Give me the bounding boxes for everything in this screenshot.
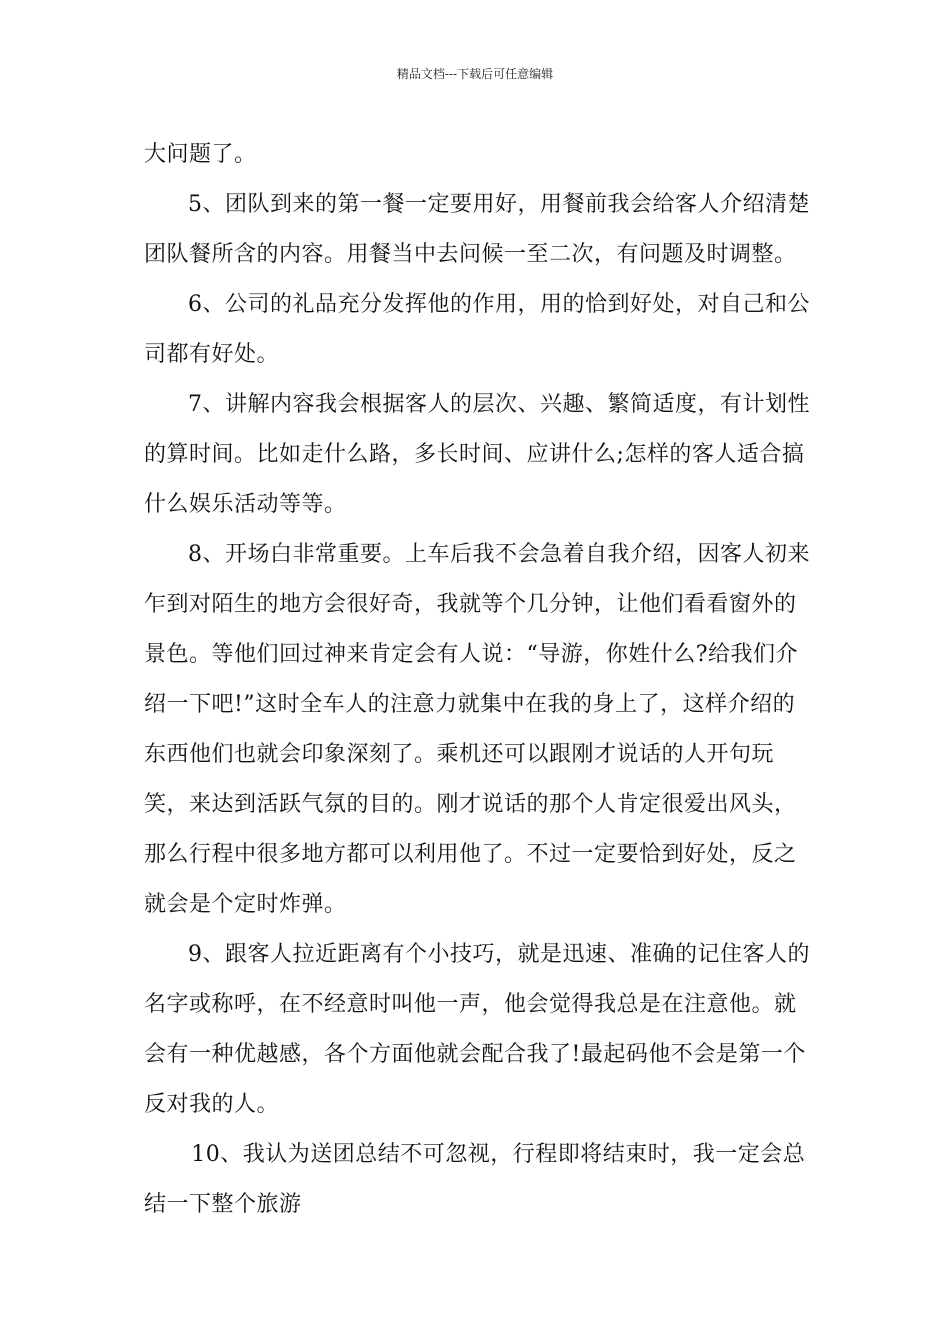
paragraph-7: 7、讲解内容我会根据客人的层次、兴趣、繁简适度，有计划性的算时间。比如走什么路，多长时间、应讲什么;怎样的客人适合搞什么娱乐活动等等。 [144, 392, 810, 517]
paragraph-9: 9、跟客人拉近距离有个小技巧，就是迅速、准确的记住客人的名字或称呼，在不经意时叫他一声，他会觉得我总是在注意他。就会有一种优越感，各个方面他就会配合我了!最起码他不会是第一个反对我的人。 [144, 942, 810, 1117]
paragraph-5: 5、团队到来的第一餐一定要用好，用餐前我会给客人介绍清楚团队餐所含的内容。用餐当中去问候一至二次，有问题及时调整。 [144, 192, 810, 267]
page-header: 精品文档---下载后可任意编辑 [396, 67, 554, 81]
paragraph-6: 6、公司的礼品充分发挥他的作用，用的恰到好处，对自己和公司都有好处。 [144, 292, 810, 367]
paragraph-10: 10、我认为送团总结不可忽视，行程即将结束时，我一定会总结一下整个旅游 [144, 1142, 806, 1217]
document-body [144, 130, 814, 1230]
paragraph-8: 8、开场白非常重要。上车后我不会急着自我介绍，因客人初来乍到对陌生的地方会很好奇，我就等个几分钟，让他们看看窗外的景色。等他们回过神来肯定会有人说：“导游，你姓什么?给我们介绍一下吧!”这时全车人的注意力就集中在我的身上了，这样介绍的东西他们也就会印象深刻了。乘机还可以跟刚才说话的人开句玩笑，来达到活跃气氛的目的。刚才说话的那个人肯定很爱出风头，那么行程中很多地方都可以利用他了。不过一定要恰到好处，反之就会是个定时炸弹。 [144, 542, 810, 917]
paragraph-continuation: 大问题了。 [144, 142, 257, 167]
